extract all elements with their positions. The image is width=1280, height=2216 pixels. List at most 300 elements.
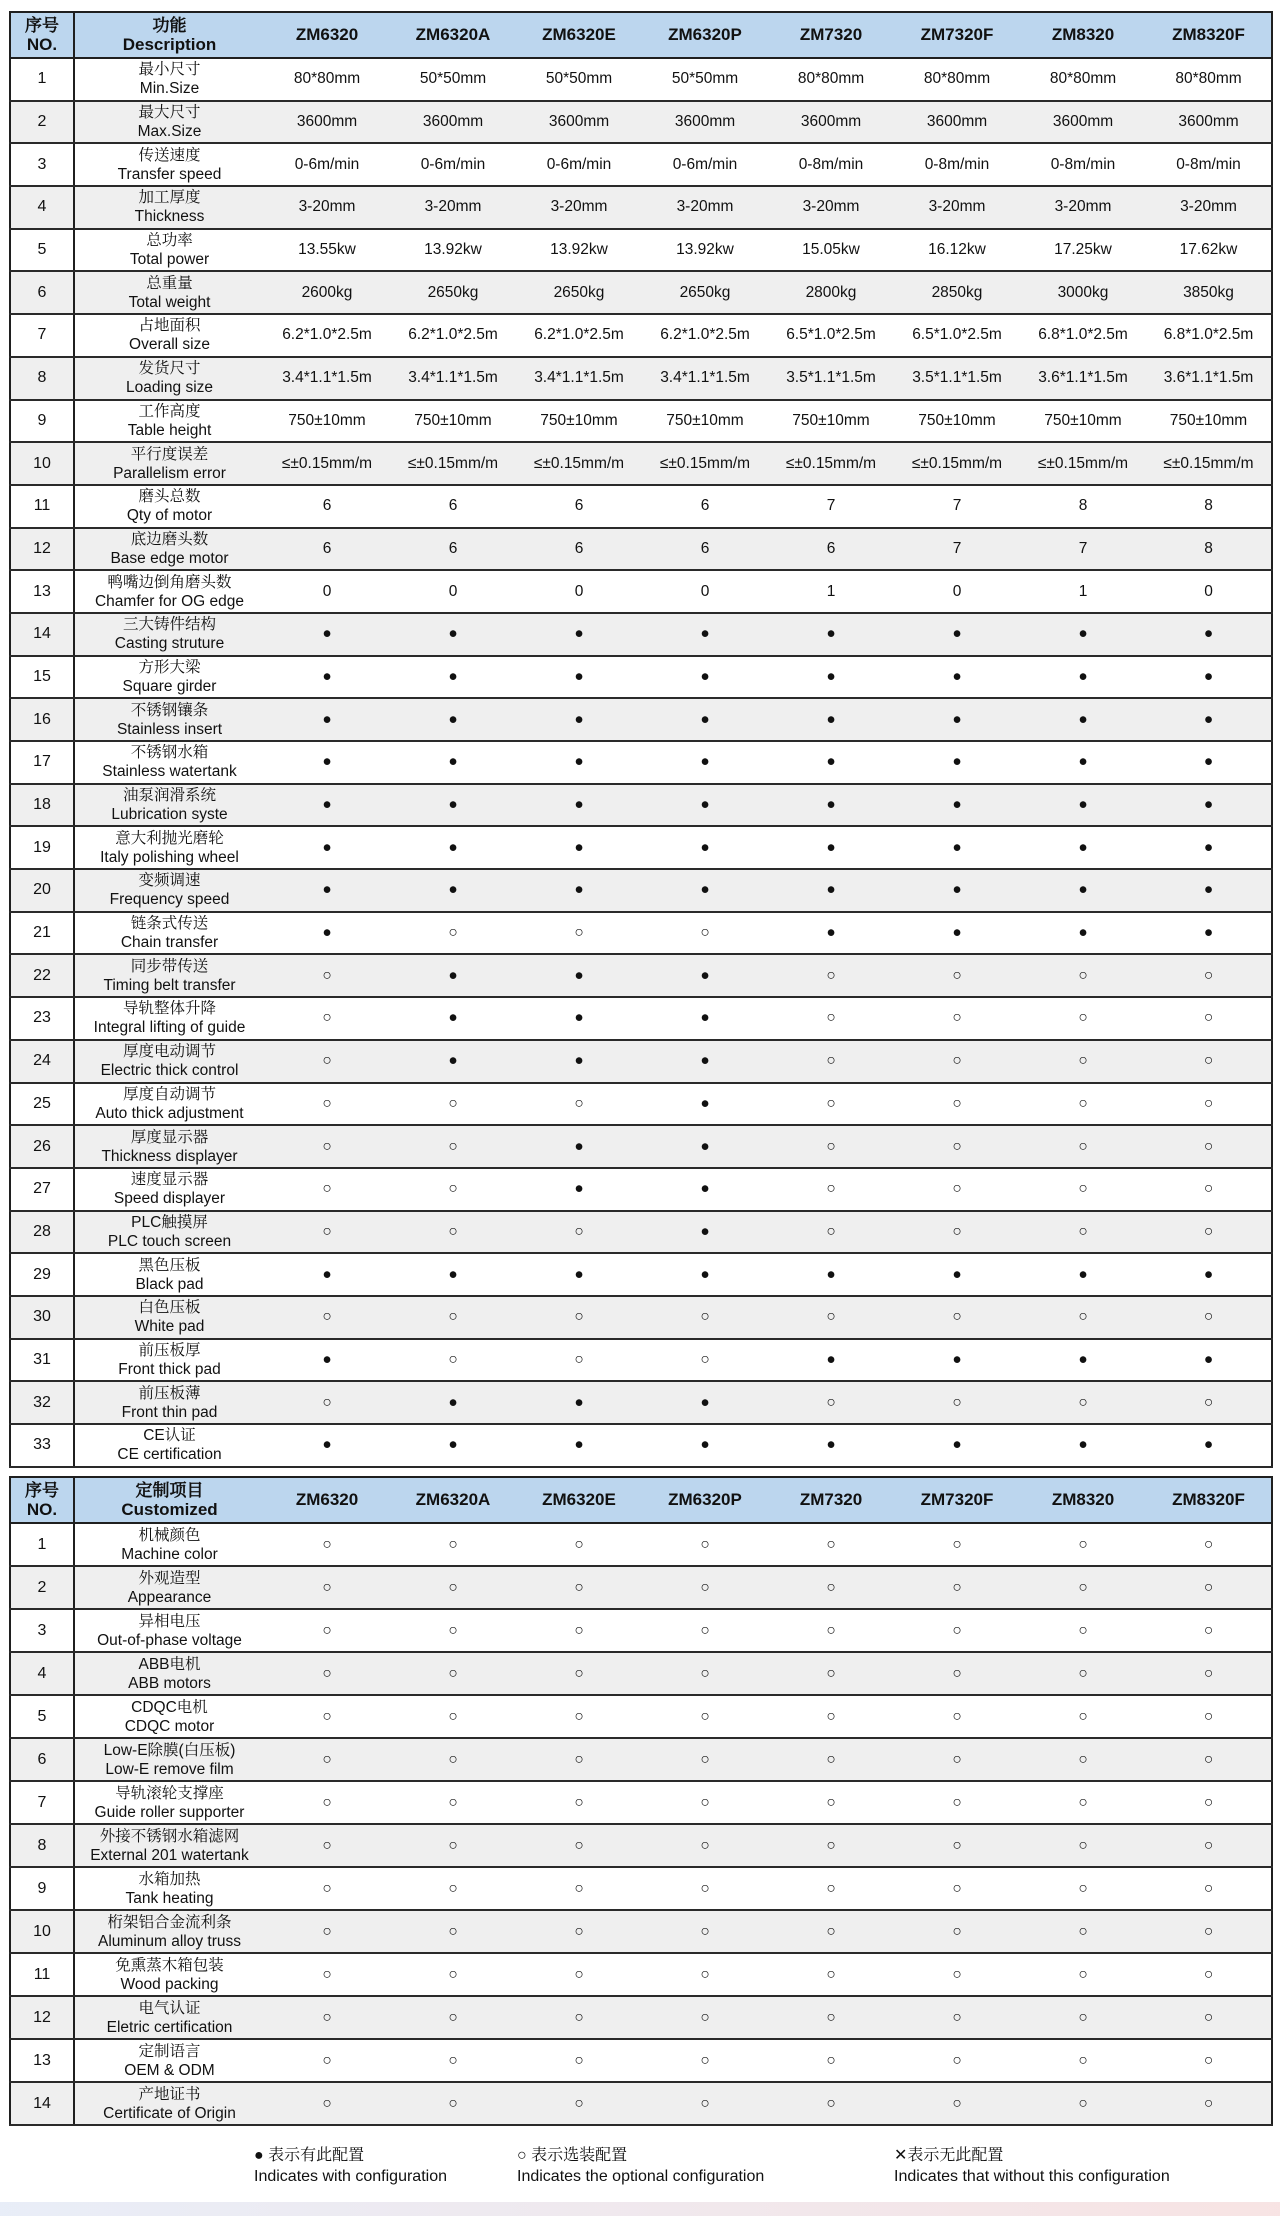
value-cell: 2650kg xyxy=(390,271,516,314)
value-cell: 0 xyxy=(390,570,516,613)
table-row xyxy=(10,997,1272,1040)
table-row xyxy=(10,1040,1272,1083)
description-cn: 黑色压板 xyxy=(138,1256,201,1274)
value-cell: ● xyxy=(1146,656,1272,699)
header-model: ZM7320F xyxy=(894,12,1020,58)
row-number: 32 xyxy=(10,1381,74,1424)
row-number: 12 xyxy=(10,528,74,571)
value-cell: ● xyxy=(390,741,516,784)
table-row xyxy=(10,2039,1272,2082)
header-model: ZM8320 xyxy=(1020,12,1146,58)
value-cell: ● xyxy=(264,613,390,656)
description-en: ABB motors xyxy=(128,1674,211,1692)
value-cell: ○ xyxy=(516,1566,642,1609)
value-cell: ○ xyxy=(768,1781,894,1824)
table-row xyxy=(10,1083,1272,1126)
value-cell: ● xyxy=(642,1424,768,1467)
value-cell: ○ xyxy=(516,2039,642,2082)
row-description xyxy=(74,1040,264,1083)
value-cell: 6 xyxy=(264,485,390,528)
value-cell: 7 xyxy=(894,485,1020,528)
value-cell: 3.4*1.1*1.5m xyxy=(516,357,642,400)
value-cell: ● xyxy=(516,1253,642,1296)
value-cell: ○ xyxy=(390,1738,516,1781)
value-cell: 6.2*1.0*2.5m xyxy=(264,314,390,357)
value-cell: ○ xyxy=(390,1824,516,1867)
value-cell: ● xyxy=(1020,912,1146,955)
value-cell: ● xyxy=(642,1211,768,1254)
row-number: 28 xyxy=(10,1211,74,1254)
value-cell: ○ xyxy=(1020,1609,1146,1652)
value-cell: ● xyxy=(390,997,516,1040)
value-cell: ○ xyxy=(1146,1168,1272,1211)
value-cell: ○ xyxy=(894,1781,1020,1824)
value-cell: ○ xyxy=(1146,2082,1272,2125)
legend-without-config xyxy=(894,2145,1170,2187)
row-description xyxy=(74,1953,264,1996)
description-en: Table height xyxy=(127,421,212,439)
value-cell: ○ xyxy=(516,1781,642,1824)
value-cell: ● xyxy=(768,1424,894,1467)
value-cell: ○ xyxy=(768,1738,894,1781)
row-description xyxy=(74,528,264,571)
value-cell: 750±10mm xyxy=(768,400,894,443)
description-cn: 链条式传送 xyxy=(130,915,209,933)
value-cell: ○ xyxy=(894,1996,1020,2039)
description-cn: PLC触摸屏 xyxy=(131,1213,208,1231)
row-number: 23 xyxy=(10,997,74,1040)
row-description xyxy=(74,1781,264,1824)
value-cell: 6 xyxy=(642,528,768,571)
row-description xyxy=(74,101,264,144)
value-cell: 17.25kw xyxy=(1020,229,1146,272)
value-cell: ● xyxy=(642,997,768,1040)
value-cell: ● xyxy=(768,698,894,741)
value-cell: ○ xyxy=(264,1168,390,1211)
row-number: 25 xyxy=(10,1083,74,1126)
value-cell: ● xyxy=(642,1040,768,1083)
value-cell: 3.4*1.1*1.5m xyxy=(390,357,516,400)
row-description xyxy=(74,1424,264,1467)
value-cell: ○ xyxy=(390,1339,516,1382)
row-number: 1 xyxy=(10,1523,74,1566)
value-cell: ○ xyxy=(516,912,642,955)
description-cn: 发货尺寸 xyxy=(138,360,201,378)
value-cell: ○ xyxy=(894,2082,1020,2125)
description-en: Min.Size xyxy=(139,80,200,98)
value-cell: 6 xyxy=(642,485,768,528)
row-description xyxy=(74,1253,264,1296)
table-row xyxy=(10,1253,1272,1296)
row-description xyxy=(74,1168,264,1211)
description-cn: CE认证 xyxy=(143,1427,196,1445)
description-cn: 磨头总数 xyxy=(138,488,201,506)
description-cn: 总重量 xyxy=(146,274,193,292)
value-cell: ○ xyxy=(264,1953,390,1996)
value-cell: ● xyxy=(516,656,642,699)
value-cell: 6.2*1.0*2.5m xyxy=(390,314,516,357)
value-cell: ● xyxy=(894,1424,1020,1467)
value-cell: ● xyxy=(1020,784,1146,827)
row-description xyxy=(74,570,264,613)
table-row xyxy=(10,1609,1272,1652)
row-description xyxy=(74,1695,264,1738)
value-cell: ● xyxy=(642,698,768,741)
value-cell: ○ xyxy=(642,1523,768,1566)
description-en: Thickness xyxy=(134,208,205,226)
description-en: Stainless watertank xyxy=(102,763,237,781)
value-cell: 2800kg xyxy=(768,271,894,314)
value-cell: ● xyxy=(768,613,894,656)
value-cell: ○ xyxy=(516,1996,642,2039)
value-cell: ○ xyxy=(390,1523,516,1566)
description-cn: 最小尺寸 xyxy=(138,61,201,79)
value-cell: 3.5*1.1*1.5m xyxy=(768,357,894,400)
value-cell: ○ xyxy=(516,1695,642,1738)
value-cell: 750±10mm xyxy=(642,400,768,443)
value-cell: 6 xyxy=(516,485,642,528)
header-model: ZM8320F xyxy=(1146,12,1272,58)
value-cell: 80*80mm xyxy=(894,58,1020,101)
description-cn: 方形大梁 xyxy=(138,658,201,676)
value-cell: 3600mm xyxy=(894,101,1020,144)
value-cell: ● xyxy=(642,1125,768,1168)
row-number: 18 xyxy=(10,784,74,827)
description-cn: 底边磨头数 xyxy=(130,530,209,548)
value-cell: 3-20mm xyxy=(1020,186,1146,229)
value-cell: ○ xyxy=(264,1996,390,2039)
description-en: Front thin pad xyxy=(121,1403,218,1421)
value-cell: ○ xyxy=(768,1824,894,1867)
row-number: 2 xyxy=(10,1566,74,1609)
legend-en: Indicates with configuration xyxy=(254,2168,447,2185)
header-no: 序号 NO. xyxy=(10,1477,74,1523)
description-cn: 不锈钢镶条 xyxy=(130,701,209,719)
value-cell: ○ xyxy=(1020,1566,1146,1609)
table-row xyxy=(10,485,1272,528)
description-cn: 产地证书 xyxy=(138,2085,201,2103)
value-cell: ○ xyxy=(768,997,894,1040)
value-cell: ● xyxy=(264,784,390,827)
row-description xyxy=(74,1523,264,1566)
value-cell: ○ xyxy=(264,2039,390,2082)
value-cell: ● xyxy=(894,1339,1020,1382)
header-description: 定制项目 Customized xyxy=(74,1477,264,1523)
value-cell: 0 xyxy=(1146,570,1272,613)
table-row xyxy=(10,1996,1272,2039)
table-row xyxy=(10,58,1272,101)
value-cell: ≤±0.15mm/m xyxy=(264,442,390,485)
description-cn: 免熏蒸木箱包装 xyxy=(115,1956,224,1974)
value-cell: 3.6*1.1*1.5m xyxy=(1146,357,1272,400)
value-cell: ○ xyxy=(1146,1523,1272,1566)
value-cell: ○ xyxy=(390,2082,516,2125)
value-cell: ○ xyxy=(390,1168,516,1211)
value-cell: ● xyxy=(768,656,894,699)
value-cell: 3-20mm xyxy=(642,186,768,229)
value-cell: ○ xyxy=(642,2082,768,2125)
value-cell: ● xyxy=(516,954,642,997)
row-number: 14 xyxy=(10,613,74,656)
row-number: 3 xyxy=(10,143,74,186)
value-cell: ○ xyxy=(390,1566,516,1609)
row-number: 11 xyxy=(10,485,74,528)
value-cell: ○ xyxy=(894,1867,1020,1910)
description-en: Lubrication syste xyxy=(111,806,228,824)
value-cell: ● xyxy=(1020,1339,1146,1382)
value-cell: ● xyxy=(390,826,516,869)
row-number: 4 xyxy=(10,1652,74,1695)
row-description xyxy=(74,997,264,1040)
row-description xyxy=(74,1381,264,1424)
value-cell: ● xyxy=(894,656,1020,699)
value-cell: ○ xyxy=(390,1953,516,1996)
value-cell: 3-20mm xyxy=(390,186,516,229)
value-cell: ○ xyxy=(1146,997,1272,1040)
legend xyxy=(0,2145,1280,2195)
row-number: 29 xyxy=(10,1253,74,1296)
legend-cn: ● 表示有此配置 xyxy=(254,2147,365,2164)
header-description: 功能 Description xyxy=(74,12,264,58)
row-description xyxy=(74,954,264,997)
value-cell: ○ xyxy=(1146,1824,1272,1867)
header-model: ZM6320P xyxy=(642,1477,768,1523)
table-row xyxy=(10,656,1272,699)
value-cell: 3600mm xyxy=(264,101,390,144)
value-cell: ≤±0.15mm/m xyxy=(894,442,1020,485)
value-cell: ○ xyxy=(264,1781,390,1824)
table-row xyxy=(10,528,1272,571)
description-en: Aluminum alloy truss xyxy=(98,1932,241,1950)
value-cell: ● xyxy=(642,656,768,699)
header-no: 序号 NO. xyxy=(10,12,74,58)
description-en: Wood packing xyxy=(120,1975,219,1993)
value-cell: ○ xyxy=(516,1738,642,1781)
value-cell: 3-20mm xyxy=(1146,186,1272,229)
value-cell: 13.92kw xyxy=(390,229,516,272)
value-cell: ● xyxy=(390,869,516,912)
description-en: Out-of-phase voltage xyxy=(97,1631,242,1649)
value-cell: 0 xyxy=(642,570,768,613)
value-cell: ● xyxy=(1146,869,1272,912)
value-cell: ● xyxy=(516,613,642,656)
value-cell: ○ xyxy=(264,1211,390,1254)
value-cell: ○ xyxy=(1020,1867,1146,1910)
description-en: Auto thick adjustment xyxy=(95,1104,244,1122)
value-cell: 1 xyxy=(1020,570,1146,613)
value-cell: ○ xyxy=(894,1523,1020,1566)
description-en: Guide roller supporter xyxy=(94,1803,245,1821)
description-cn: CDQC电机 xyxy=(131,1698,208,1716)
description-en: Appearance xyxy=(127,1588,212,1606)
description-en: Qty of motor xyxy=(126,507,213,525)
row-description xyxy=(74,1339,264,1382)
value-cell: ○ xyxy=(768,1910,894,1953)
spec-table xyxy=(9,11,1273,1468)
value-cell: ● xyxy=(894,784,1020,827)
table-row xyxy=(10,570,1272,613)
value-cell: ● xyxy=(264,741,390,784)
value-cell: ○ xyxy=(768,1168,894,1211)
description-cn: 平行度误差 xyxy=(130,445,209,463)
table-row xyxy=(10,869,1272,912)
value-cell: 750±10mm xyxy=(1020,400,1146,443)
value-cell: ○ xyxy=(1146,1566,1272,1609)
value-cell: ○ xyxy=(894,1040,1020,1083)
value-cell: 6 xyxy=(390,528,516,571)
row-description xyxy=(74,229,264,272)
value-cell: 0 xyxy=(264,570,390,613)
value-cell: 3-20mm xyxy=(768,186,894,229)
value-cell: ○ xyxy=(1020,1296,1146,1339)
value-cell: ○ xyxy=(264,1566,390,1609)
value-cell: ● xyxy=(768,826,894,869)
description-en: Loading size xyxy=(125,379,214,397)
row-description xyxy=(74,1083,264,1126)
value-cell: 0-6m/min xyxy=(516,143,642,186)
value-cell: ● xyxy=(1020,613,1146,656)
description-en: Low-E remove film xyxy=(105,1760,234,1778)
row-description xyxy=(74,741,264,784)
description-en: Front thick pad xyxy=(118,1360,221,1378)
description-en: Speed displayer xyxy=(113,1190,226,1208)
row-number: 10 xyxy=(10,442,74,485)
value-cell: ● xyxy=(642,784,768,827)
value-cell: ● xyxy=(768,912,894,955)
description-cn: 鸭嘴边倒角磨头数 xyxy=(107,573,232,591)
value-cell: ● xyxy=(264,1424,390,1467)
value-cell: 0-8m/min xyxy=(894,143,1020,186)
value-cell: ○ xyxy=(264,1381,390,1424)
custom-table xyxy=(9,1476,1273,2126)
value-cell: ○ xyxy=(390,1910,516,1953)
description-en: Eletric certification xyxy=(106,2018,233,2036)
description-en: Electric thick control xyxy=(100,1062,239,1080)
value-cell: 0-6m/min xyxy=(390,143,516,186)
value-cell: ○ xyxy=(390,1695,516,1738)
value-cell: ○ xyxy=(1146,1125,1272,1168)
row-description xyxy=(74,1867,264,1910)
header-model: ZM6320A xyxy=(390,1477,516,1523)
value-cell: ○ xyxy=(1020,1168,1146,1211)
value-cell: 50*50mm xyxy=(642,58,768,101)
value-cell: ○ xyxy=(894,1125,1020,1168)
row-description xyxy=(74,1910,264,1953)
value-cell: ○ xyxy=(264,1824,390,1867)
description-cn: 前压板厚 xyxy=(138,1341,201,1359)
value-cell: 0-6m/min xyxy=(264,143,390,186)
value-cell: 6 xyxy=(768,528,894,571)
value-cell: ● xyxy=(642,1168,768,1211)
value-cell: 0-8m/min xyxy=(1146,143,1272,186)
table-row xyxy=(10,186,1272,229)
value-cell: 6.8*1.0*2.5m xyxy=(1020,314,1146,357)
table-row xyxy=(10,314,1272,357)
value-cell: ○ xyxy=(642,912,768,955)
value-cell: ● xyxy=(768,784,894,827)
row-description xyxy=(74,698,264,741)
value-cell: ○ xyxy=(768,1211,894,1254)
value-cell: ● xyxy=(390,1381,516,1424)
value-cell: ● xyxy=(1146,1253,1272,1296)
value-cell: ○ xyxy=(516,1523,642,1566)
value-cell: ○ xyxy=(264,1125,390,1168)
value-cell: 6.8*1.0*2.5m xyxy=(1146,314,1272,357)
table-row xyxy=(10,1738,1272,1781)
legend-with-config xyxy=(254,2145,447,2187)
value-cell: ● xyxy=(642,1083,768,1126)
value-cell: ○ xyxy=(264,2082,390,2125)
value-cell: ● xyxy=(264,826,390,869)
value-cell: ● xyxy=(1020,1253,1146,1296)
value-cell: ○ xyxy=(1020,1652,1146,1695)
value-cell: ○ xyxy=(1020,1695,1146,1738)
value-cell: 50*50mm xyxy=(390,58,516,101)
value-cell: ○ xyxy=(516,1296,642,1339)
value-cell: 750±10mm xyxy=(1146,400,1272,443)
value-cell: ● xyxy=(264,1253,390,1296)
value-cell: ○ xyxy=(1146,1738,1272,1781)
row-number: 10 xyxy=(10,1910,74,1953)
row-number: 12 xyxy=(10,1996,74,2039)
table-row xyxy=(10,1824,1272,1867)
value-cell: ● xyxy=(516,826,642,869)
row-description xyxy=(74,656,264,699)
table-row xyxy=(10,1381,1272,1424)
value-cell: ○ xyxy=(1146,954,1272,997)
row-number: 9 xyxy=(10,400,74,443)
description-cn: 水箱加热 xyxy=(138,1870,201,1888)
value-cell: ○ xyxy=(264,1083,390,1126)
value-cell: ○ xyxy=(264,1609,390,1652)
value-cell: ○ xyxy=(1020,1040,1146,1083)
value-cell: ○ xyxy=(642,1566,768,1609)
description-en: White pad xyxy=(134,1318,205,1336)
value-cell: ≤±0.15mm/m xyxy=(390,442,516,485)
value-cell: ○ xyxy=(516,1339,642,1382)
value-cell: 0-8m/min xyxy=(768,143,894,186)
value-cell: ● xyxy=(894,1253,1020,1296)
value-cell: 3-20mm xyxy=(264,186,390,229)
value-cell: 6.5*1.0*2.5m xyxy=(894,314,1020,357)
value-cell: ≤±0.15mm/m xyxy=(1020,442,1146,485)
value-cell: ○ xyxy=(516,2082,642,2125)
value-cell: ○ xyxy=(1020,1125,1146,1168)
value-cell: ○ xyxy=(768,1040,894,1083)
value-cell: ● xyxy=(516,997,642,1040)
value-cell: ○ xyxy=(768,1953,894,1996)
value-cell: ● xyxy=(768,741,894,784)
row-number: 6 xyxy=(10,1738,74,1781)
value-cell: ○ xyxy=(390,1867,516,1910)
value-cell: ○ xyxy=(894,1168,1020,1211)
value-cell: 750±10mm xyxy=(894,400,1020,443)
value-cell: ○ xyxy=(1146,1381,1272,1424)
value-cell: ○ xyxy=(1146,1296,1272,1339)
value-cell: ○ xyxy=(390,2039,516,2082)
value-cell: ● xyxy=(264,869,390,912)
value-cell: ○ xyxy=(894,997,1020,1040)
value-cell: ● xyxy=(1146,784,1272,827)
value-cell: 13.92kw xyxy=(516,229,642,272)
value-cell: 8 xyxy=(1020,485,1146,528)
value-cell: ● xyxy=(264,912,390,955)
value-cell: 6 xyxy=(264,528,390,571)
value-cell: ○ xyxy=(264,1695,390,1738)
value-cell: 6 xyxy=(390,485,516,528)
value-cell: ● xyxy=(894,869,1020,912)
value-cell: ● xyxy=(768,869,894,912)
